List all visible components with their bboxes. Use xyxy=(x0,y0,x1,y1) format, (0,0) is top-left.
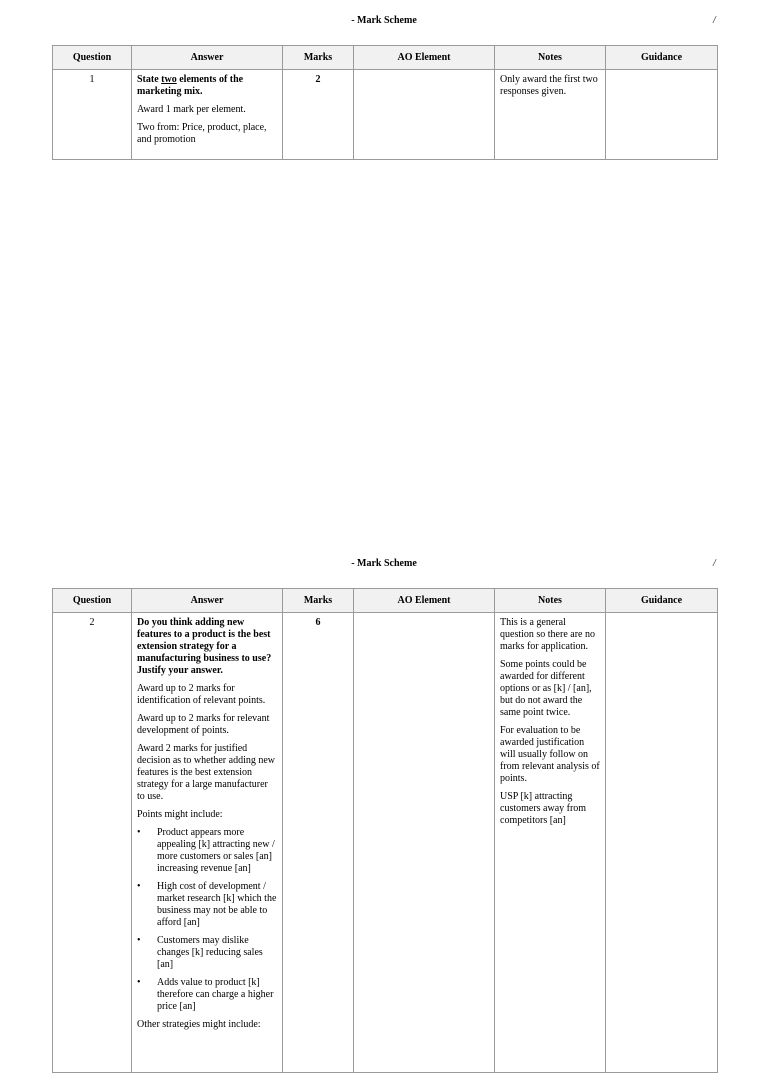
bullet-icon: • xyxy=(137,977,141,988)
guidance-cell xyxy=(606,613,718,1073)
question-text xyxy=(137,74,277,98)
page-1 xyxy=(0,0,768,540)
col-ao-element: AO Element xyxy=(354,589,495,613)
ao-element-cell xyxy=(354,613,495,1073)
note-1: This is a general question so there are no marks for application. xyxy=(500,617,595,652)
col-ao-element: AO Element xyxy=(354,46,495,70)
other-strategies-intro: Other strategies might include: xyxy=(137,1019,261,1030)
mark-scheme-table-q2 xyxy=(52,588,718,1073)
note-3: For evaluation to be awarded justification will usually follow on from relevant analysis of points. xyxy=(500,725,600,784)
question-text: Do you think adding new features to a product is the best extension strategy for a manufacturing business to use? Justify your answer. xyxy=(137,617,272,676)
answer-cell xyxy=(132,613,283,1073)
col-notes: Notes xyxy=(495,589,606,613)
col-question: Question xyxy=(53,46,132,70)
question-number: 1 xyxy=(53,70,132,160)
table-header-row xyxy=(53,589,718,613)
col-marks: Marks xyxy=(283,589,354,613)
question-number: 2 xyxy=(53,613,132,1073)
col-answer: Answer xyxy=(132,589,283,613)
list-item xyxy=(137,881,277,929)
points-intro: Points might include: xyxy=(137,809,223,820)
table-row xyxy=(53,613,718,1073)
point-text: Customers may dislike changes [k] reducing sales [an] xyxy=(157,935,263,970)
list-item xyxy=(137,827,277,875)
point-text: High cost of development / market research [k] which the business may not be able to afford [an] xyxy=(157,881,277,928)
question-text-underlined: two xyxy=(161,74,177,85)
col-question: Question xyxy=(53,589,132,613)
list-item xyxy=(137,935,277,971)
marks-value: 6 xyxy=(283,613,354,1073)
col-notes: Notes xyxy=(495,46,606,70)
table-row xyxy=(53,70,718,160)
marks-value: 2 xyxy=(283,70,354,160)
question-text-start: State xyxy=(137,74,162,85)
bullet-icon: • xyxy=(137,935,141,946)
note-2: Some points could be awarded for different options or as [k] / [an], but do not award the same point twice. xyxy=(500,659,592,718)
list-item xyxy=(137,977,277,1013)
point-text: Adds value to product [k] therefore can charge a higher price [an] xyxy=(157,977,274,1012)
bullet-icon: • xyxy=(137,827,141,838)
col-guidance: Guidance xyxy=(606,589,718,613)
question-text-end: elements of the marketing mix. xyxy=(137,74,244,97)
guidance-cell xyxy=(606,70,718,160)
award-instruction: Award 1 mark per element. xyxy=(137,104,246,115)
notes-cell xyxy=(495,613,606,1073)
col-marks: Marks xyxy=(283,46,354,70)
table-header-row xyxy=(53,46,718,70)
acceptable-answers: Two from: Price, product, place, and promotion xyxy=(137,122,267,145)
bullet-icon: • xyxy=(137,881,141,892)
note-4: USP [k] attracting customers away from competitors [an] xyxy=(500,791,587,826)
award-instruction-1: Award up to 2 marks for identification of relevant points. xyxy=(137,683,266,706)
mark-scheme-table-q1 xyxy=(52,45,718,160)
page-header-title: - Mark Scheme xyxy=(351,558,417,569)
page-header-slash: / xyxy=(713,15,716,26)
points-list xyxy=(137,827,277,1013)
col-answer: Answer xyxy=(132,46,283,70)
page-2 xyxy=(0,543,768,1083)
page-header-title: - Mark Scheme xyxy=(351,15,417,26)
ao-element-cell xyxy=(354,70,495,160)
answer-cell xyxy=(132,70,283,160)
award-instruction-3: Award 2 marks for justified decision as to whether adding new features is the best extension strategy for a large manufacturer to use. xyxy=(137,743,276,802)
award-instruction-2: Award up to 2 marks for relevant development of points. xyxy=(137,713,270,736)
page-header-slash: / xyxy=(713,558,716,569)
notes-cell: Only award the first two responses given. xyxy=(495,70,606,160)
point-text: Product appears more appealing [k] attracting new / more customers or sales [an] increasing revenue [an] xyxy=(157,827,275,874)
col-guidance: Guidance xyxy=(606,46,718,70)
